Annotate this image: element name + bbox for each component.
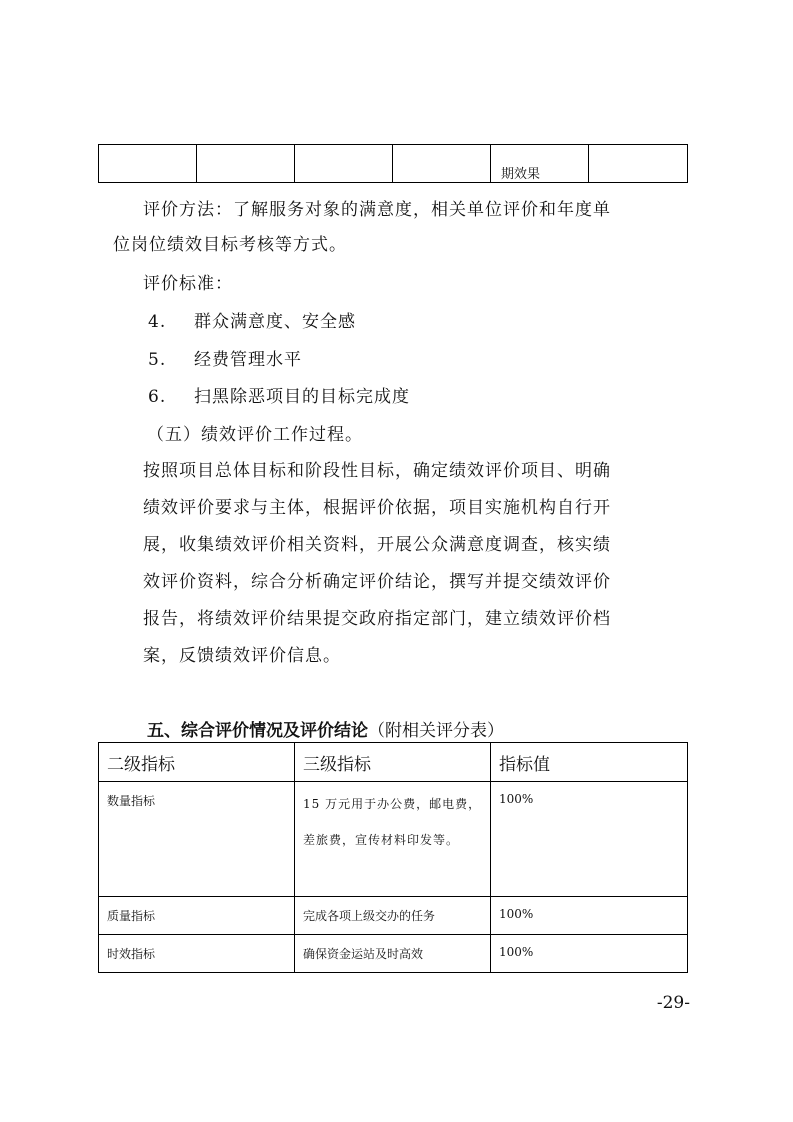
table-cell-text: 15 万元用于办公费，邮电费，差旅费，宣传材料印发等。	[303, 797, 482, 847]
header-cell: 二级指标	[99, 743, 295, 782]
table-cell	[197, 145, 295, 183]
process-line: 报告，将绩效评价结果提交政府指定部门，建立绩效评价档	[143, 609, 611, 629]
top-partial-table	[98, 144, 688, 183]
table-cell: 100%	[491, 935, 688, 973]
section-heading-note: （附相关评分表）	[368, 721, 504, 741]
table-cell: 完成各项上级交办的任务	[295, 897, 491, 935]
table-cell	[589, 145, 688, 183]
header-cell: 三级指标	[295, 743, 491, 782]
list-item-text: 扫黑除恶项目的目标完成度	[194, 387, 410, 407]
table-cell	[393, 145, 491, 183]
list-item	[148, 307, 356, 332]
process-heading: （五）绩效评价工作过程。	[147, 425, 363, 445]
list-item-number: 4.	[148, 312, 167, 332]
process-line: 绩效评价要求与主体，根据评价依据，项目实施机构自行开	[143, 498, 611, 518]
table-cell: 时效指标	[99, 935, 295, 973]
list-item	[148, 382, 410, 407]
table-row	[99, 897, 688, 935]
table-cell	[99, 145, 197, 183]
section-heading-title: 五、综合评价情况及评价结论	[147, 721, 368, 741]
table-row	[99, 935, 688, 973]
method-line-1: 评价方法：了解服务对象的满意度，相关单位评价和年度单	[143, 200, 611, 220]
table-cell: 数量指标	[99, 782, 295, 897]
method-line-2: 位岗位绩效目标考核等方式。	[113, 235, 347, 255]
list-item-number: 6.	[148, 387, 167, 407]
table-cell	[491, 145, 589, 183]
process-line: 展，收集绩效评价相关资料，开展公众满意度调查，核实绩	[143, 535, 611, 555]
score-table	[98, 742, 688, 973]
list-item	[148, 345, 302, 370]
table-cell: 100%	[491, 782, 688, 897]
standard-label: 评价标准：	[143, 274, 233, 294]
table-row	[99, 782, 688, 897]
process-line: 案，反馈绩效评价信息。	[143, 646, 341, 666]
table-cell	[295, 782, 491, 897]
list-item-number: 5.	[148, 350, 167, 370]
page-number: -29-	[656, 993, 690, 1013]
table-cell: 100%	[491, 897, 688, 935]
process-line: 效评价资料，综合分析确定评价结论，撰写并提交绩效评价	[143, 572, 611, 592]
header-cell: 指标值	[491, 743, 688, 782]
list-item-text: 经费管理水平	[194, 350, 302, 370]
table-cell	[295, 145, 393, 183]
process-line: 按照项目总体目标和阶段性目标，确定绩效评价项目、明确	[143, 461, 611, 481]
table-cell-text: 期效果	[501, 167, 541, 182]
list-item-text: 群众满意度、安全感	[194, 312, 356, 332]
table-cell: 确保资金运站及时高效	[295, 935, 491, 973]
section-heading	[147, 716, 504, 741]
table-row	[99, 145, 688, 183]
table-header-row	[99, 743, 688, 782]
table-cell: 质量指标	[99, 897, 295, 935]
